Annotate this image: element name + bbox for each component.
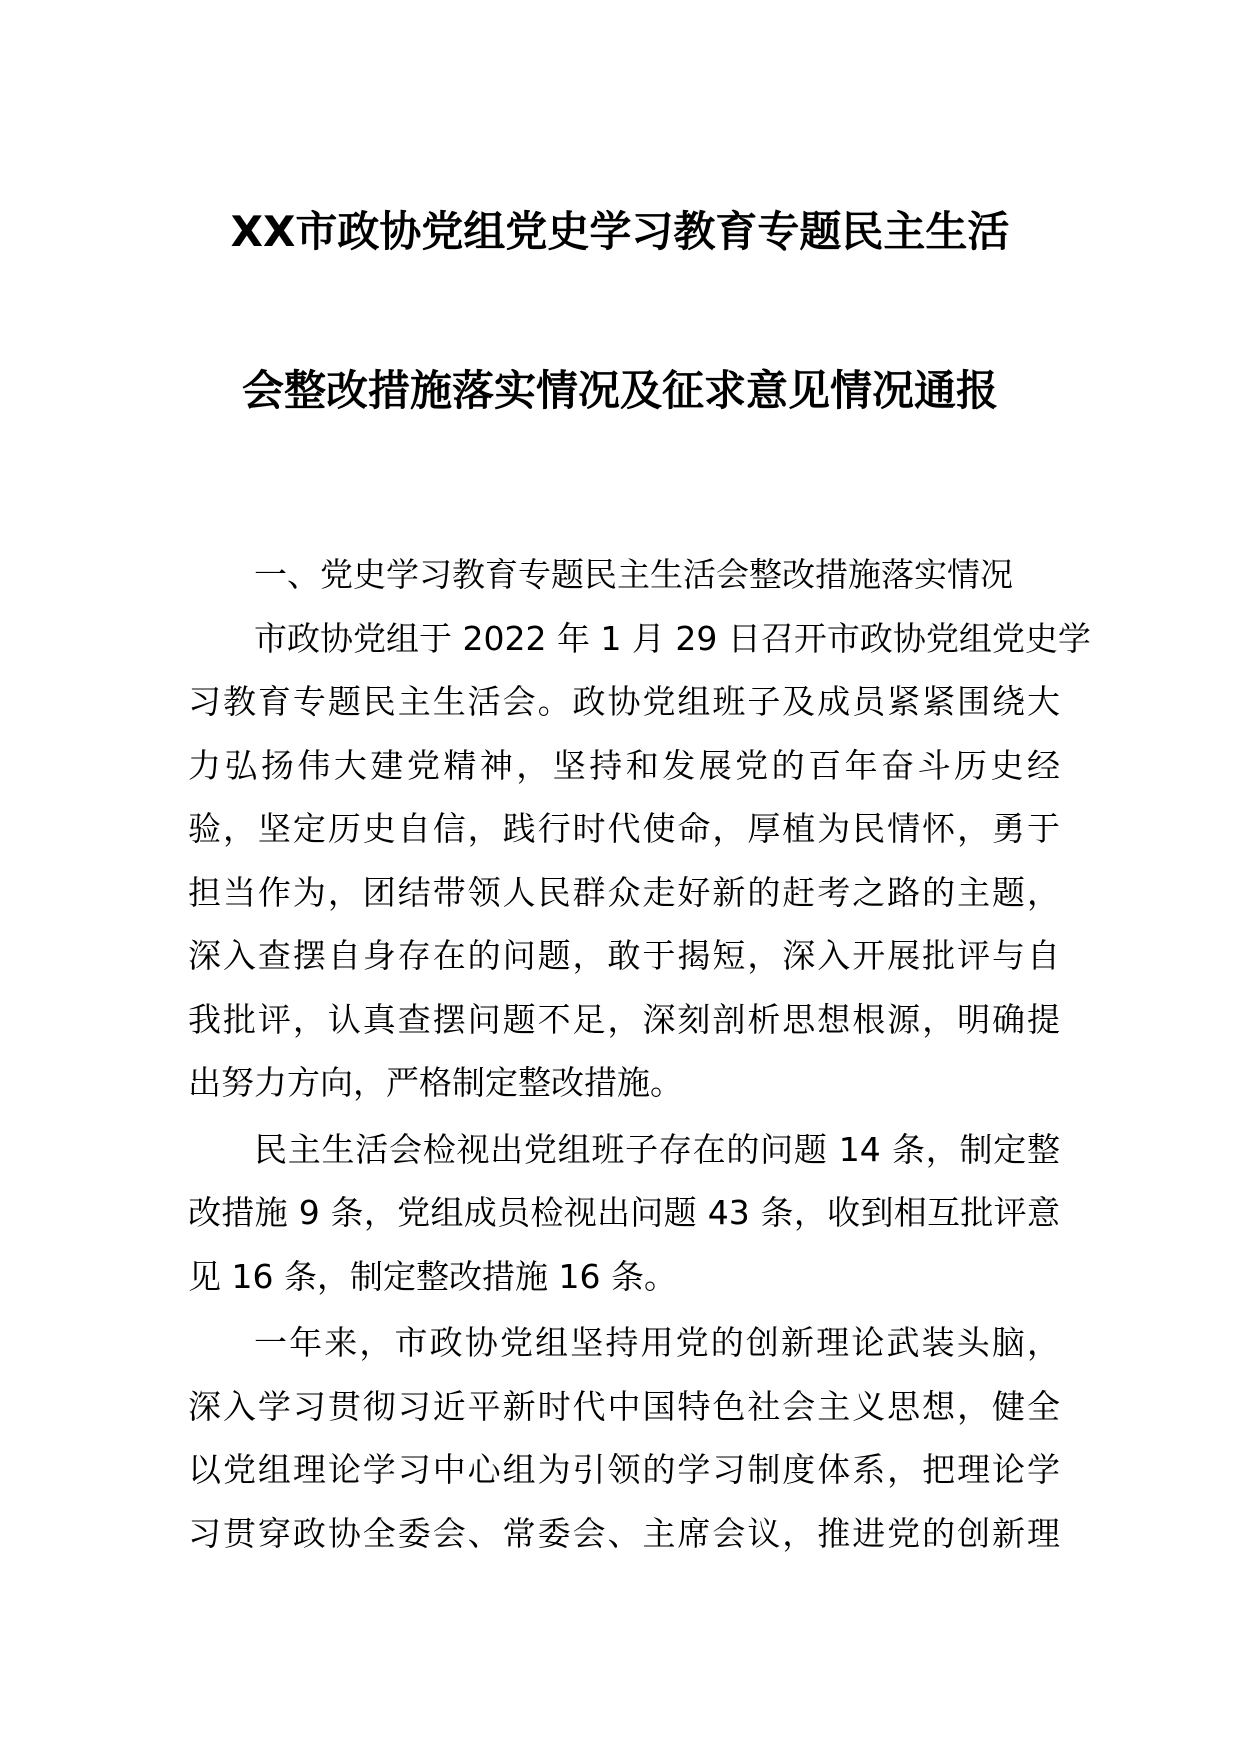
paragraph-3-line: 习贯穿政协全委会、常委会、主席会议，推进党的创新理: [188, 1513, 1060, 1553]
paragraph-1-line: 我批评，认真查摆问题不足，深刻剖析思想根源，明确提: [188, 999, 1060, 1039]
document-body: [188, 543, 1091, 1565]
paragraph-2-line: 改措施 9 条，党组成员检视出问题 43 条，收到相互批评意: [188, 1193, 1060, 1232]
paragraph-1-line: 力弘扬伟大建党精神，坚持和发展党的百年奋斗历史经: [188, 745, 1060, 785]
paragraph-1-line: 担当作为，团结带领人民群众走好新的赶考之路的主题，: [188, 872, 1060, 912]
paragraph-1-line: 市政协党组于 2022 年 1 月 29 日召开市政协党组党史学: [254, 618, 1091, 658]
paragraph-1-line: 出努力方向，严格制定整改措施。: [188, 1063, 683, 1102]
document-title-line-2: 会整改措施落实情况及征求意见情况通报: [241, 366, 998, 415]
paragraph-3-line: 以党组理论学习中心组为引领的学习制度体系，把理论学: [188, 1450, 1060, 1489]
paragraph-1-line: 习教育专题民主生活会。政协党组班子及成员紧紧围绕大: [188, 682, 1060, 721]
paragraph-1-line: 深入查摆自身存在的问题，敢于揭短，深入开展批评与自: [188, 936, 1060, 975]
section-heading: 一、党史学习教育专题民主生活会整改措施落实情况: [254, 555, 1013, 594]
paragraph-2-line: 民主生活会检视出党组班子存在的问题 14 条，制定整: [254, 1129, 1060, 1169]
paragraph-1-line: 验，坚定历史自信，践行时代使命，厚植为民情怀，勇于: [188, 809, 1060, 848]
paragraph-2-line: 见 16 条，制定整改措施 16 条。: [188, 1256, 677, 1296]
document-title-line-1: XX市政协党组党史学习教育专题民主生活: [230, 207, 1010, 256]
paragraph-3-line: 一年来，市政协党组坚持用党的创新理论武装头脑，: [254, 1323, 1060, 1362]
paragraph-3-line: 深入学习贯彻习近平新时代中国特色社会主义思想，健全: [188, 1386, 1060, 1426]
